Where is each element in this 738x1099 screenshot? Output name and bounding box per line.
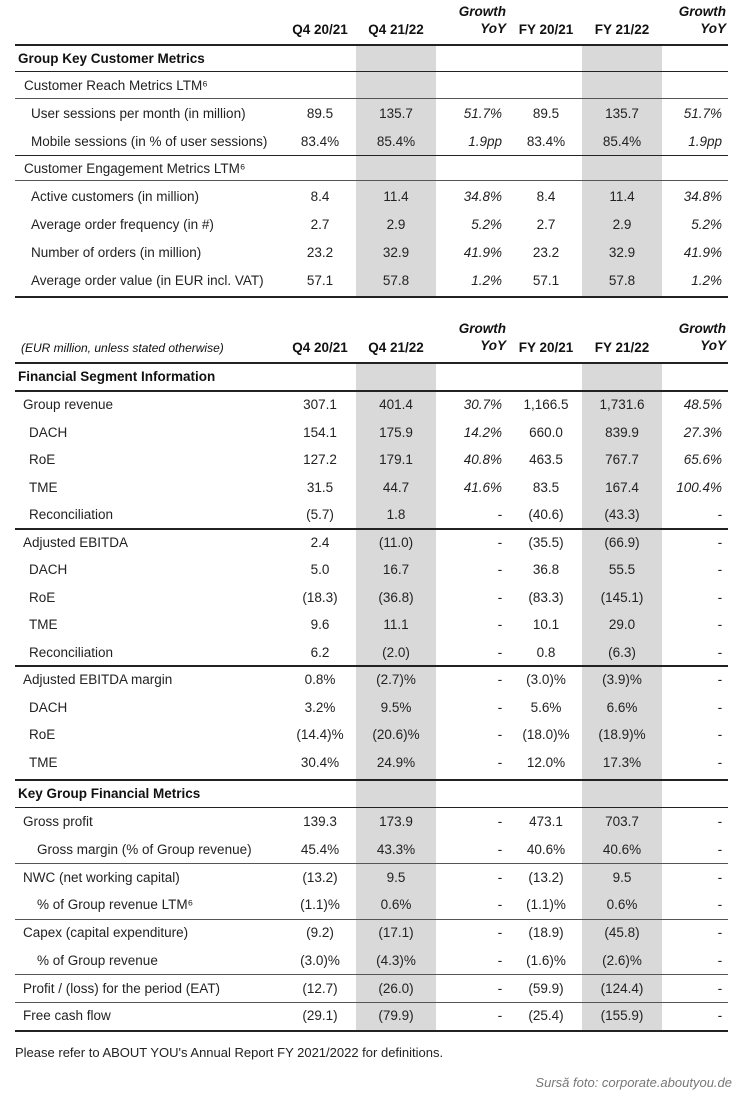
table-row bbox=[15, 556, 728, 584]
cell-q4-2021: (29.1) bbox=[302, 1008, 338, 1024]
cell-growth-yoy-2: - bbox=[717, 562, 722, 578]
cell-fy-2021: 40.6% bbox=[526, 842, 566, 858]
cell-growth-yoy-2: - bbox=[717, 589, 722, 605]
col-q4-2122: Q4 21/22 bbox=[368, 340, 424, 355]
row-label: Adjusted EBITDA bbox=[23, 534, 129, 550]
cell-growth-yoy-2: - bbox=[717, 952, 722, 968]
table-row bbox=[15, 584, 728, 612]
col-growth-yoy-2: Growth YoY bbox=[678, 4, 726, 36]
cell-fy-2021: (59.9) bbox=[528, 980, 564, 996]
cell-growth-yoy-1: 41.9% bbox=[463, 244, 502, 260]
row-label: Average order frequency (in #) bbox=[31, 216, 214, 232]
cell-fy-2021: 12.0% bbox=[526, 754, 566, 770]
row-label: Active customers (in million) bbox=[31, 188, 200, 204]
divider bbox=[15, 1002, 728, 1003]
cell-growth-yoy-1: - bbox=[497, 897, 502, 913]
cell-fy-2021: (18.9) bbox=[528, 925, 564, 941]
cell-q4-2021: 31.5 bbox=[306, 479, 334, 495]
table2-header bbox=[15, 314, 728, 362]
row-label: RoE bbox=[29, 727, 56, 743]
cell-growth-yoy-2: 5.2% bbox=[691, 216, 722, 232]
cell-growth-yoy-1: 1.2% bbox=[471, 272, 502, 288]
divider bbox=[15, 1030, 728, 1032]
cell-fy-2021: 463.5 bbox=[529, 452, 563, 468]
cell-growth-yoy-1: - bbox=[497, 842, 502, 858]
group-title: Customer Reach Metrics LTM⁶ bbox=[24, 77, 208, 93]
col-fy-2122: FY 21/22 bbox=[594, 340, 650, 355]
table-row bbox=[15, 974, 728, 1002]
cell-q4-2021: (9.2) bbox=[306, 925, 334, 941]
cell-growth-yoy-2: - bbox=[717, 980, 722, 996]
cell-fy-2122: (66.9) bbox=[604, 534, 640, 550]
table-row bbox=[15, 863, 728, 891]
cell-growth-yoy-1: - bbox=[497, 952, 502, 968]
row-label: % of Group revenue LTM⁶ bbox=[37, 897, 194, 913]
cell-q4-2021: 154.1 bbox=[303, 424, 337, 440]
cell-growth-yoy-2: - bbox=[717, 699, 722, 715]
cell-growth-yoy-2: - bbox=[717, 534, 722, 550]
divider bbox=[15, 180, 728, 181]
table-row bbox=[15, 611, 728, 639]
cell-fy-2122: (2.6)% bbox=[602, 952, 642, 968]
cell-growth-yoy-1: - bbox=[497, 869, 502, 885]
col-fy-2021: FY 20/21 bbox=[518, 22, 574, 37]
table-row bbox=[15, 836, 728, 864]
cell-fy-2122: 167.4 bbox=[605, 479, 639, 495]
table-row bbox=[15, 808, 728, 836]
col-fy-2021: FY 20/21 bbox=[518, 340, 574, 355]
cell-fy-2021: 89.5 bbox=[532, 105, 560, 121]
cell-fy-2021: (40.6) bbox=[528, 507, 564, 523]
cell-q4-2122: (79.9) bbox=[378, 1008, 414, 1024]
cell-fy-2021: 8.4 bbox=[536, 188, 556, 204]
row-label: Reconciliation bbox=[29, 644, 114, 660]
table-row bbox=[15, 501, 728, 529]
cell-q4-2122: 16.7 bbox=[382, 562, 410, 578]
cell-q4-2021: (13.2) bbox=[302, 869, 338, 885]
cell-q4-2021: 2.7 bbox=[310, 216, 330, 232]
cell-growth-yoy-1: - bbox=[497, 754, 502, 770]
cell-growth-yoy-2: - bbox=[717, 672, 722, 688]
cell-fy-2122: 767.7 bbox=[605, 452, 639, 468]
cell-q4-2122: (2.7)% bbox=[376, 672, 416, 688]
cell-q4-2021: (18.3) bbox=[302, 589, 338, 605]
cell-q4-2122: 24.9% bbox=[376, 754, 416, 770]
row-label: Reconciliation bbox=[29, 507, 114, 523]
cell-q4-2122: (17.1) bbox=[378, 925, 414, 941]
table-row bbox=[15, 529, 728, 557]
cell-growth-yoy-1: - bbox=[497, 1008, 502, 1024]
table-row bbox=[15, 694, 728, 722]
cell-fy-2021: 2.7 bbox=[536, 216, 556, 232]
cell-q4-2122: 43.3% bbox=[376, 842, 416, 858]
cell-growth-yoy-1: - bbox=[497, 644, 502, 660]
cell-q4-2021: 45.4% bbox=[300, 842, 340, 858]
cell-fy-2122: 9.5 bbox=[612, 869, 632, 885]
cell-fy-2021: 473.1 bbox=[529, 814, 563, 830]
cell-q4-2021: 23.2 bbox=[306, 244, 334, 260]
cell-q4-2021: 2.4 bbox=[310, 534, 330, 550]
cell-fy-2021: (13.2) bbox=[528, 869, 564, 885]
cell-q4-2021: 9.6 bbox=[310, 617, 330, 633]
col-q4-2021: Q4 20/21 bbox=[292, 340, 348, 355]
table-row bbox=[15, 474, 728, 502]
customer-metrics-table bbox=[15, 0, 728, 298]
divider bbox=[15, 779, 728, 781]
photo-source: Sursă foto: corporate.aboutyou.de bbox=[535, 1075, 732, 1090]
cell-q4-2122: 9.5 bbox=[386, 869, 406, 885]
row-label: % of Group revenue bbox=[37, 952, 158, 968]
cell-fy-2122: (155.9) bbox=[600, 1008, 644, 1024]
row-label: TME bbox=[29, 617, 58, 633]
col-growth-yoy-2: Growth YoY bbox=[678, 321, 726, 353]
row-label: RoE bbox=[29, 452, 56, 468]
cell-growth-yoy-1: 30.7% bbox=[463, 397, 502, 413]
cell-growth-yoy-2: 51.7% bbox=[683, 105, 722, 121]
cell-fy-2122: 17.3% bbox=[602, 754, 642, 770]
row-label: Group revenue bbox=[23, 397, 114, 413]
cell-growth-yoy-1: 1.9pp bbox=[468, 133, 502, 149]
cell-growth-yoy-1: - bbox=[497, 562, 502, 578]
cell-fy-2122: (124.4) bbox=[600, 980, 644, 996]
cell-q4-2021: 57.1 bbox=[306, 272, 334, 288]
cell-growth-yoy-2: - bbox=[717, 754, 722, 770]
cell-growth-yoy-2: 34.8% bbox=[683, 188, 722, 204]
row-label: Free cash flow bbox=[23, 1008, 111, 1024]
row-label: Profit / (loss) for the period (EAT) bbox=[23, 980, 221, 996]
cell-fy-2122: (18.9)% bbox=[598, 727, 646, 743]
table-row bbox=[15, 182, 728, 210]
row-label: User sessions per month (in million) bbox=[31, 105, 246, 121]
cell-fy-2021: 1,166.5 bbox=[523, 397, 569, 413]
col-q4-2122: Q4 21/22 bbox=[368, 22, 424, 37]
table-row bbox=[15, 749, 728, 777]
group-title: Customer Engagement Metrics LTM⁶ bbox=[24, 160, 246, 176]
cell-q4-2122: 44.7 bbox=[382, 479, 410, 495]
table-row bbox=[15, 391, 728, 419]
cell-q4-2122: 57.8 bbox=[382, 272, 410, 288]
cell-growth-yoy-1: - bbox=[497, 534, 502, 550]
cell-growth-yoy-2: - bbox=[717, 617, 722, 633]
cell-fy-2122: 703.7 bbox=[605, 814, 639, 830]
table-row bbox=[15, 419, 728, 447]
cell-growth-yoy-2: - bbox=[717, 507, 722, 523]
table-row bbox=[15, 919, 728, 947]
cell-fy-2021: (1.1)% bbox=[526, 897, 566, 913]
cell-fy-2122: 11.4 bbox=[609, 188, 635, 204]
cell-fy-2021: (25.4) bbox=[528, 1008, 564, 1024]
cell-q4-2122: (2.0) bbox=[382, 644, 410, 660]
divider bbox=[15, 296, 728, 298]
cell-fy-2122: 29.0 bbox=[608, 617, 636, 633]
cell-q4-2122: 135.7 bbox=[379, 105, 413, 121]
cell-q4-2122: 11.1 bbox=[383, 617, 409, 633]
table-row bbox=[15, 1002, 728, 1030]
table-row bbox=[15, 127, 728, 155]
cell-growth-yoy-1: 5.2% bbox=[471, 216, 502, 232]
divider bbox=[15, 665, 728, 667]
cell-growth-yoy-2: - bbox=[717, 925, 722, 941]
cell-q4-2021: (1.1)% bbox=[300, 897, 340, 913]
cell-growth-yoy-2: 1.2% bbox=[691, 272, 722, 288]
cell-q4-2021: 3.2% bbox=[304, 699, 336, 715]
cell-fy-2122: 57.8 bbox=[608, 272, 636, 288]
cell-fy-2021: 57.1 bbox=[532, 272, 560, 288]
cell-fy-2021: (18.0)% bbox=[522, 727, 570, 743]
cell-q4-2021: (12.7) bbox=[302, 980, 338, 996]
row-label: DACH bbox=[29, 562, 68, 578]
col-growth-yoy-1: Growth YoY bbox=[458, 321, 506, 353]
cell-fy-2122: 6.6% bbox=[606, 699, 638, 715]
divider bbox=[15, 974, 728, 975]
cell-q4-2021: (3.0)% bbox=[300, 952, 340, 968]
cell-q4-2021: 83.4% bbox=[300, 133, 340, 149]
row-label: DACH bbox=[29, 699, 68, 715]
cell-q4-2021: 6.2 bbox=[310, 644, 330, 660]
cell-growth-yoy-2: - bbox=[717, 727, 722, 743]
cell-q4-2122: (11.0) bbox=[378, 534, 414, 550]
cell-growth-yoy-2: - bbox=[717, 842, 722, 858]
cell-fy-2122: 32.9 bbox=[608, 244, 636, 260]
cell-q4-2021: (14.4)% bbox=[296, 727, 344, 743]
col-q4-2021: Q4 20/21 bbox=[292, 22, 348, 37]
cell-fy-2021: (3.0)% bbox=[526, 672, 566, 688]
row-label: Adjusted EBITDA margin bbox=[23, 672, 173, 688]
cell-q4-2122: 179.1 bbox=[379, 452, 413, 468]
cell-growth-yoy-1: - bbox=[497, 925, 502, 941]
cell-growth-yoy-2: - bbox=[717, 869, 722, 885]
table-row bbox=[15, 666, 728, 694]
cell-growth-yoy-1: - bbox=[497, 589, 502, 605]
cell-q4-2122: 173.9 bbox=[379, 814, 413, 830]
cell-fy-2021: 23.2 bbox=[532, 244, 560, 260]
row-label: RoE bbox=[29, 589, 56, 605]
row-label: DACH bbox=[29, 424, 68, 440]
section-title: Group Key Customer Metrics bbox=[18, 50, 205, 66]
col-fy-2122: FY 21/22 bbox=[594, 22, 650, 37]
col-growth-yoy-1: Growth YoY bbox=[458, 4, 506, 36]
table-row bbox=[15, 446, 728, 474]
cell-q4-2122: 2.9 bbox=[386, 216, 406, 232]
cell-fy-2122: 85.4% bbox=[602, 133, 642, 149]
cell-growth-yoy-2: - bbox=[717, 897, 722, 913]
cell-fy-2122: 0.6% bbox=[606, 897, 638, 913]
table-row bbox=[15, 266, 728, 294]
cell-q4-2021: 127.2 bbox=[303, 452, 337, 468]
unit-note: (EUR million, unless stated otherwise) bbox=[21, 341, 224, 355]
table-row bbox=[15, 721, 728, 749]
cell-q4-2021: 307.1 bbox=[303, 397, 337, 413]
row-label: Gross profit bbox=[23, 814, 93, 830]
table-row bbox=[15, 891, 728, 919]
cell-q4-2122: 32.9 bbox=[382, 244, 410, 260]
cell-q4-2021: 30.4% bbox=[300, 754, 340, 770]
cell-q4-2021: 139.3 bbox=[303, 814, 337, 830]
cell-growth-yoy-2: 100.4% bbox=[676, 479, 722, 495]
cell-q4-2021: 5.0 bbox=[310, 562, 330, 578]
cell-q4-2122: (20.6)% bbox=[372, 727, 420, 743]
divider bbox=[15, 919, 728, 920]
cell-growth-yoy-2: 48.5% bbox=[683, 397, 722, 413]
cell-q4-2122: 401.4 bbox=[379, 397, 413, 413]
cell-fy-2021: 5.6% bbox=[530, 699, 562, 715]
row-label: NWC (net working capital) bbox=[23, 869, 180, 885]
cell-fy-2122: 839.9 bbox=[605, 424, 639, 440]
divider bbox=[15, 528, 728, 530]
cell-growth-yoy-2: 65.6% bbox=[683, 452, 722, 468]
cell-q4-2122: (36.8) bbox=[378, 589, 414, 605]
cell-fy-2021: 660.0 bbox=[529, 424, 563, 440]
cell-q4-2021: 89.5 bbox=[306, 105, 334, 121]
cell-q4-2122: (4.3)% bbox=[376, 952, 416, 968]
cell-q4-2021: (5.7) bbox=[306, 507, 334, 523]
cell-fy-2122: (145.1) bbox=[600, 589, 644, 605]
cell-growth-yoy-1: - bbox=[497, 699, 502, 715]
section-title: Financial Segment Information bbox=[18, 368, 216, 384]
cell-q4-2122: 175.9 bbox=[379, 424, 413, 440]
cell-fy-2021: (1.6)% bbox=[526, 952, 566, 968]
divider bbox=[15, 863, 728, 864]
row-label: Average order value (in EUR incl. VAT) bbox=[31, 272, 264, 288]
cell-growth-yoy-1: 40.8% bbox=[463, 452, 502, 468]
row-label: Number of orders (in million) bbox=[31, 244, 202, 260]
cell-growth-yoy-1: 51.7% bbox=[463, 105, 502, 121]
cell-growth-yoy-1: - bbox=[497, 980, 502, 996]
cell-q4-2122: 1.8 bbox=[386, 507, 406, 523]
cell-growth-yoy-1: 34.8% bbox=[463, 188, 502, 204]
table-row bbox=[15, 238, 728, 266]
cell-fy-2021: 0.8 bbox=[536, 644, 556, 660]
section-title: Key Group Financial Metrics bbox=[18, 785, 201, 801]
row-label: TME bbox=[29, 479, 58, 495]
cell-growth-yoy-1: - bbox=[497, 672, 502, 688]
table1-header bbox=[15, 0, 728, 44]
table-row bbox=[15, 639, 728, 667]
cell-fy-2122: 40.6% bbox=[602, 842, 642, 858]
cell-growth-yoy-2: 41.9% bbox=[683, 244, 722, 260]
row-label: TME bbox=[29, 754, 58, 770]
table-row bbox=[15, 99, 728, 127]
cell-growth-yoy-2: - bbox=[717, 814, 722, 830]
cell-growth-yoy-1: 14.2% bbox=[463, 424, 502, 440]
row-label: Mobile sessions (in % of user sessions) bbox=[31, 133, 268, 149]
cell-growth-yoy-2: 1.9pp bbox=[688, 133, 722, 149]
cell-fy-2122: (6.3) bbox=[608, 644, 636, 660]
cell-q4-2122: 11.4 bbox=[383, 188, 409, 204]
cell-fy-2021: 83.4% bbox=[526, 133, 566, 149]
cell-q4-2021: 0.8% bbox=[304, 672, 336, 688]
cell-q4-2122: 9.5% bbox=[380, 699, 412, 715]
cell-fy-2122: 55.5 bbox=[608, 562, 636, 578]
cell-fy-2021: 10.1 bbox=[532, 617, 560, 633]
cell-fy-2122: (3.9)% bbox=[602, 672, 642, 688]
cell-growth-yoy-2: - bbox=[717, 644, 722, 660]
cell-fy-2122: (45.8) bbox=[604, 925, 640, 941]
cell-growth-yoy-1: 41.6% bbox=[463, 479, 502, 495]
cell-fy-2122: 1,731.6 bbox=[599, 397, 645, 413]
cell-growth-yoy-1: - bbox=[497, 507, 502, 523]
cell-fy-2021: 36.8 bbox=[532, 562, 560, 578]
cell-fy-2122: 2.9 bbox=[612, 216, 632, 232]
cell-fy-2021: 83.5 bbox=[532, 479, 560, 495]
cell-q4-2122: 85.4% bbox=[376, 133, 416, 149]
cell-growth-yoy-1: - bbox=[497, 814, 502, 830]
cell-growth-yoy-1: - bbox=[497, 727, 502, 743]
cell-fy-2021: (35.5) bbox=[528, 534, 564, 550]
cell-fy-2122: (43.3) bbox=[604, 507, 640, 523]
row-label: Gross margin (% of Group revenue) bbox=[37, 842, 252, 858]
cell-q4-2122: 0.6% bbox=[380, 897, 412, 913]
financial-table bbox=[15, 314, 728, 1032]
cell-growth-yoy-2: - bbox=[717, 1008, 722, 1024]
table-row bbox=[15, 947, 728, 975]
cell-growth-yoy-2: 27.3% bbox=[683, 424, 722, 440]
cell-q4-2021: 8.4 bbox=[310, 188, 330, 204]
table-row bbox=[15, 210, 728, 238]
cell-fy-2122: 135.7 bbox=[605, 105, 639, 121]
cell-q4-2122: (26.0) bbox=[378, 980, 414, 996]
cell-growth-yoy-1: - bbox=[497, 617, 502, 633]
cell-fy-2021: (83.3) bbox=[528, 589, 564, 605]
footnote: Please refer to ABOUT YOU's Annual Report FY 2021/2022 for definitions. bbox=[15, 1045, 444, 1060]
row-label: Capex (capital expenditure) bbox=[23, 925, 189, 941]
